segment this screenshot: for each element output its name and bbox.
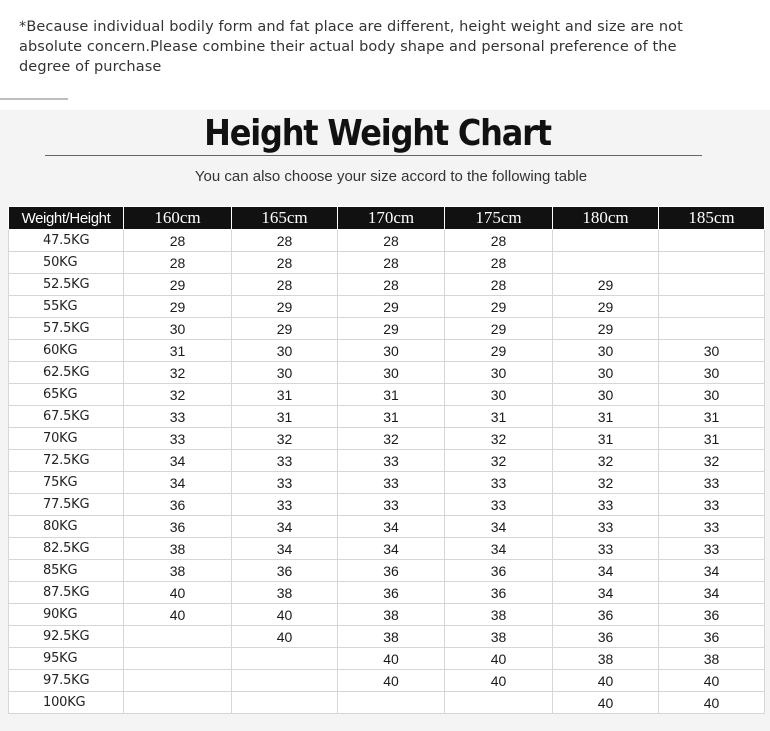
weight-cell: 55KG: [9, 296, 124, 318]
size-cell: 32: [553, 472, 659, 494]
size-cell: 33: [659, 538, 765, 560]
size-cell: 29: [553, 296, 659, 318]
size-cell: 36: [553, 604, 659, 626]
size-cell: 29: [445, 340, 553, 362]
header-height-cell: 165cm: [232, 207, 338, 230]
size-cell: 33: [338, 472, 445, 494]
section-divider: [0, 98, 68, 100]
size-cell: 40: [124, 604, 232, 626]
size-cell: [124, 670, 232, 692]
size-cell: 31: [553, 406, 659, 428]
size-table: [8, 206, 765, 714]
size-cell: [553, 230, 659, 252]
size-cell: 30: [445, 384, 553, 406]
weight-cell: 57.5KG: [9, 318, 124, 340]
table-row: [9, 472, 765, 494]
size-cell: 34: [553, 582, 659, 604]
size-cell: 31: [232, 384, 338, 406]
table-row: [9, 516, 765, 538]
weight-cell: 97.5KG: [9, 670, 124, 692]
size-cell: 30: [659, 384, 765, 406]
weight-cell: 50KG: [9, 252, 124, 274]
size-cell: 34: [445, 516, 553, 538]
table-row: [9, 406, 765, 428]
size-cell: 29: [445, 318, 553, 340]
size-cell: 40: [338, 670, 445, 692]
header-height-cell: 175cm: [445, 207, 553, 230]
size-cell: 28: [232, 230, 338, 252]
size-cell: 30: [659, 340, 765, 362]
size-cell: 36: [338, 560, 445, 582]
weight-cell: 92.5KG: [9, 626, 124, 648]
header-height-cell: 185cm: [659, 207, 765, 230]
weight-cell: 87.5KG: [9, 582, 124, 604]
size-cell: 33: [124, 406, 232, 428]
size-cell: [232, 692, 338, 714]
size-cell: [232, 648, 338, 670]
size-cell: 34: [553, 560, 659, 582]
weight-cell: 75KG: [9, 472, 124, 494]
size-cell: 33: [445, 472, 553, 494]
weight-cell: 72.5KG: [9, 450, 124, 472]
table-row: [9, 582, 765, 604]
size-cell: 33: [553, 538, 659, 560]
size-cell: 28: [124, 230, 232, 252]
size-cell: 40: [659, 670, 765, 692]
size-cell: 32: [553, 450, 659, 472]
size-cell: 38: [232, 582, 338, 604]
table-row: [9, 692, 765, 714]
size-cell: 33: [232, 472, 338, 494]
size-cell: 33: [659, 516, 765, 538]
table-row: [9, 318, 765, 340]
size-cell: 34: [659, 582, 765, 604]
weight-cell: 67.5KG: [9, 406, 124, 428]
size-cell: 28: [338, 252, 445, 274]
weight-cell: 90KG: [9, 604, 124, 626]
size-cell: 40: [553, 692, 659, 714]
table-row: [9, 230, 765, 252]
chart-title: Height Weight Chart: [204, 112, 551, 154]
size-cell: [659, 252, 765, 274]
size-cell: 31: [338, 384, 445, 406]
table-row: [9, 362, 765, 384]
header-height-cell: 160cm: [124, 207, 232, 230]
table-body: [9, 230, 765, 714]
weight-cell: 70KG: [9, 428, 124, 450]
table-row: [9, 560, 765, 582]
size-cell: 30: [553, 384, 659, 406]
disclaimer-text: *Because individual bodily form and fat place are different, height weight and size are not absolute concern.Please combine their actual body shape and personal preference of the degree of purchase: [19, 19, 683, 75]
size-cell: 30: [232, 340, 338, 362]
size-cell: 33: [338, 494, 445, 516]
table-row: [9, 604, 765, 626]
size-cell: 36: [659, 626, 765, 648]
size-cell: 30: [338, 340, 445, 362]
table-row: [9, 340, 765, 362]
size-cell: 30: [445, 362, 553, 384]
size-cell: [232, 670, 338, 692]
size-cell: [124, 692, 232, 714]
size-cell: 29: [338, 318, 445, 340]
size-cell: 34: [124, 450, 232, 472]
size-cell: 38: [338, 626, 445, 648]
size-cell: 30: [553, 362, 659, 384]
size-cell: 32: [124, 362, 232, 384]
size-cell: 38: [553, 648, 659, 670]
size-cell: 40: [445, 648, 553, 670]
size-cell: 29: [232, 296, 338, 318]
size-cell: 29: [338, 296, 445, 318]
table-row: [9, 384, 765, 406]
size-cell: 29: [553, 318, 659, 340]
size-cell: 30: [232, 362, 338, 384]
size-cell: 32: [445, 450, 553, 472]
size-cell: 28: [338, 230, 445, 252]
table-row: [9, 538, 765, 560]
size-cell: 30: [124, 318, 232, 340]
size-cell: 40: [232, 626, 338, 648]
size-cell: 31: [659, 406, 765, 428]
chart-subtitle: You can also choose your size accord to the following table: [194, 168, 588, 185]
size-cell: 36: [553, 626, 659, 648]
header-corner-cell: Weight/Height: [9, 207, 124, 230]
size-cell: 36: [445, 560, 553, 582]
size-cell: 36: [124, 516, 232, 538]
weight-cell: 100KG: [9, 692, 124, 714]
size-cell: 34: [124, 472, 232, 494]
table-header-row: [9, 207, 765, 230]
size-cell: 34: [659, 560, 765, 582]
size-cell: 33: [338, 450, 445, 472]
size-cell: [659, 230, 765, 252]
size-cell: 31: [338, 406, 445, 428]
size-cell: 33: [232, 450, 338, 472]
size-cell: 29: [124, 296, 232, 318]
size-cell: 40: [445, 670, 553, 692]
size-cell: 38: [338, 604, 445, 626]
size-cell: [659, 318, 765, 340]
table-row: [9, 296, 765, 318]
size-cell: 33: [124, 428, 232, 450]
size-cell: 30: [553, 340, 659, 362]
size-cell: 34: [338, 538, 445, 560]
size-cell: 33: [232, 494, 338, 516]
size-cell: 33: [553, 494, 659, 516]
size-cell: 36: [445, 582, 553, 604]
size-cell: 34: [338, 516, 445, 538]
size-cell: 34: [445, 538, 553, 560]
table-row: [9, 494, 765, 516]
header-height-cell: 180cm: [553, 207, 659, 230]
size-cell: 34: [232, 516, 338, 538]
size-cell: 33: [445, 494, 553, 516]
weight-cell: 65KG: [9, 384, 124, 406]
table-row: [9, 252, 765, 274]
header-height-cell: 170cm: [338, 207, 445, 230]
size-cell: 28: [445, 274, 553, 296]
size-cell: 30: [659, 362, 765, 384]
size-cell: 32: [124, 384, 232, 406]
table-row: [9, 274, 765, 296]
size-cell: 29: [445, 296, 553, 318]
size-cell: 28: [124, 252, 232, 274]
weight-cell: 62.5KG: [9, 362, 124, 384]
size-cell: 28: [338, 274, 445, 296]
size-cell: 28: [232, 252, 338, 274]
weight-cell: 47.5KG: [9, 230, 124, 252]
size-cell: 38: [445, 626, 553, 648]
size-cell: 40: [659, 692, 765, 714]
title-underline: [45, 155, 702, 156]
size-cell: 33: [659, 494, 765, 516]
size-cell: 36: [124, 494, 232, 516]
size-cell: 31: [232, 406, 338, 428]
size-cell: 33: [659, 472, 765, 494]
weight-cell: 77.5KG: [9, 494, 124, 516]
size-cell: 38: [124, 560, 232, 582]
size-cell: 40: [338, 648, 445, 670]
size-cell: [445, 692, 553, 714]
size-cell: [124, 648, 232, 670]
table-row: [9, 648, 765, 670]
weight-cell: 60KG: [9, 340, 124, 362]
size-cell: 33: [553, 516, 659, 538]
size-cell: [338, 692, 445, 714]
size-cell: 29: [232, 318, 338, 340]
size-cell: 40: [124, 582, 232, 604]
size-cell: 40: [232, 604, 338, 626]
size-cell: 32: [232, 428, 338, 450]
size-cell: 29: [124, 274, 232, 296]
size-cell: 31: [553, 428, 659, 450]
weight-cell: 95KG: [9, 648, 124, 670]
size-cell: [553, 252, 659, 274]
size-cell: 34: [232, 538, 338, 560]
size-cell: 28: [232, 274, 338, 296]
size-cell: 38: [124, 538, 232, 560]
size-cell: 38: [659, 648, 765, 670]
table-row: [9, 626, 765, 648]
size-cell: 36: [232, 560, 338, 582]
weight-cell: 85KG: [9, 560, 124, 582]
size-cell: 36: [338, 582, 445, 604]
size-cell: [659, 296, 765, 318]
size-cell: [659, 274, 765, 296]
size-cell: 32: [338, 428, 445, 450]
size-cell: 28: [445, 252, 553, 274]
size-cell: [124, 626, 232, 648]
size-cell: 32: [659, 450, 765, 472]
size-cell: 40: [553, 670, 659, 692]
size-cell: 31: [659, 428, 765, 450]
size-cell: 31: [124, 340, 232, 362]
table-row: [9, 450, 765, 472]
weight-cell: 82.5KG: [9, 538, 124, 560]
size-cell: 38: [445, 604, 553, 626]
weight-cell: 52.5KG: [9, 274, 124, 296]
size-cell: 32: [445, 428, 553, 450]
table-row: [9, 670, 765, 692]
size-cell: 30: [338, 362, 445, 384]
size-cell: 29: [553, 274, 659, 296]
weight-cell: 80KG: [9, 516, 124, 538]
size-cell: 36: [659, 604, 765, 626]
table-row: [9, 428, 765, 450]
size-cell: 28: [445, 230, 553, 252]
size-cell: 31: [445, 406, 553, 428]
